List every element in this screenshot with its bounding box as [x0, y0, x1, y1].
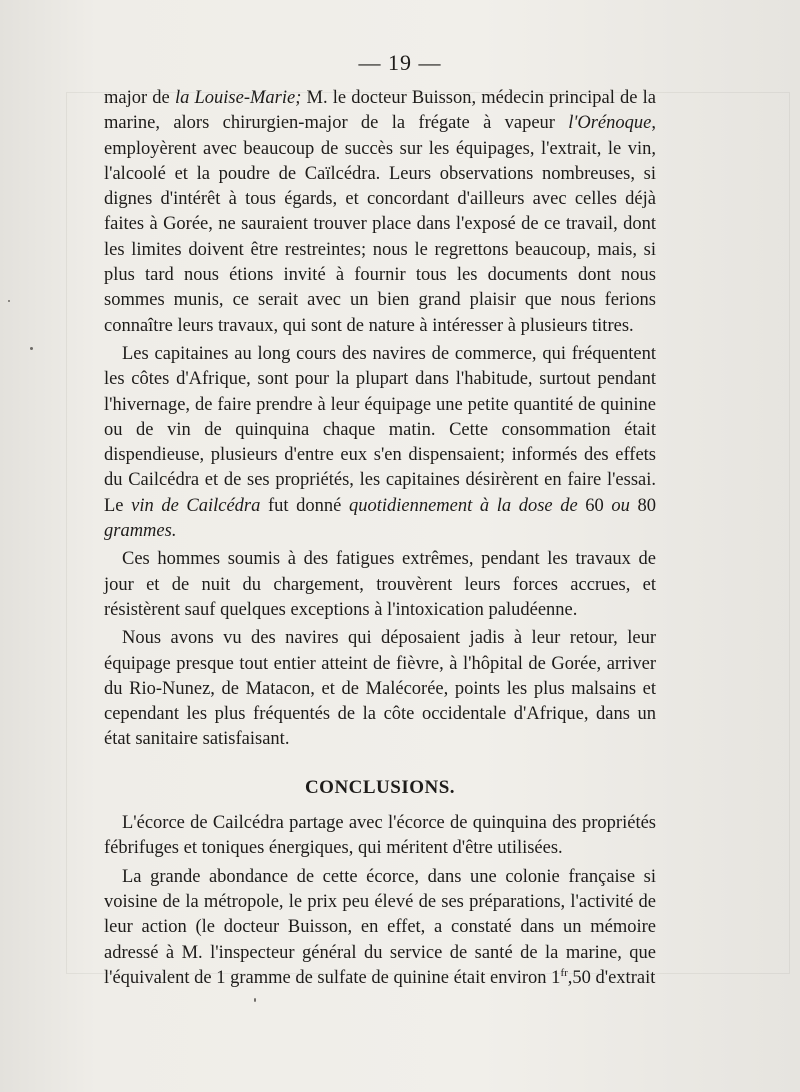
italic-text: quotidiennement à la dose de	[348, 495, 578, 516]
text-run: 60	[577, 495, 612, 516]
scan-speck	[8, 300, 10, 302]
italic-text: la Louise-Marie;	[174, 88, 302, 108]
text-run: fut donné	[260, 495, 349, 516]
text-run: M. le docteur Buisson, médecin principal de la marine, alors chirurgien-major de la frégate à vapeur	[104, 88, 656, 134]
page-number: — 19 —	[358, 50, 442, 75]
italic-text: l'Orénoque	[568, 113, 652, 134]
text-run: La grande abondance de cette écorce, dans une colonie française si voisine de la métropole, le prix peu élevé de ses préparations, l'activité de leur action (le docteur Buisson, en effet, a constaté dans un mémoire adressé à M. l'inspecteur général du service de santé de la marine, que l'équivalent de 1 gramme de sulfate de quinine était environ 1	[104, 866, 656, 988]
paragraph	[104, 547, 656, 623]
section-heading: CONCLUSIONS.	[304, 776, 456, 798]
text-run: 80	[629, 495, 657, 516]
scan-speck	[254, 998, 256, 1002]
text-run: ,50 d'extrait	[567, 967, 656, 988]
text-run: L'écorce de Cailcédra partage avec l'écorce de quinquina des propriétés fébrifuges et toniques énergiques, qui méritent d'être utilisées.	[104, 813, 656, 859]
scan-speck	[30, 347, 33, 350]
body-text	[104, 86, 656, 991]
italic-text: vin de Cailcédra	[131, 495, 261, 516]
paragraph	[104, 811, 656, 862]
text-run: major de	[104, 88, 175, 108]
italic-text: grammes.	[104, 521, 177, 542]
text-run: Nous avons vu des navires qui déposaient jadis à leur retour, leur équipage presque tout entier atteint de fièvre, à l'hôpital de Gorée, arriver du Rio-Nunez, de Matacon, et de Malécorée, points les plus malsains et cependant les plus fréquentés de la côte occidentale d'Afrique, dans un état sanitaire satisfaisant.	[104, 628, 656, 750]
superscript-text: fr	[560, 966, 568, 979]
paragraph	[104, 626, 656, 752]
text-run: , employèrent avec beaucoup de succès sur les équipages, l'extrait, le vin, l'alcoolé et la poudre de Caïlcédra. Leurs observations nombreuses, si dignes d'intérêt à tous égards, et concordant d'ailleurs avec celles déjà faites à Gorée, ne sauraient trouver place dans l'exposé de ce travail, dont les limites doivent être restreintes; nous le regrettons beaucoup, mais, si plus tard nous étions invité à fournir tous les documents dont nous sommes munis, ce serait avec un bien grand plaisir que nous ferions connaître leurs travaux, qui sont de nature à intéresser à plusieurs titres.	[104, 113, 656, 336]
paragraph	[104, 342, 656, 544]
paragraph	[104, 86, 656, 339]
paragraph	[104, 865, 656, 991]
italic-text: ou	[611, 495, 630, 516]
text-run: Les capitaines au long cours des navires de commerce, qui fréquentent les côtes d'Afrique, sont pour la plupart dans l'habitude, surtout pendant l'hivernage, de faire prendre à leur équipage une petite quantité de quinine ou de vin de quinquina chaque matin. Cette consommation était dispendieuse, plusieurs d'entre eux s'en dispensaient; informés des effets du Cailcédra et de ses propriétés, les capitaines désirèrent en faire l'essai. Le	[104, 343, 656, 516]
text-run: Ces hommes soumis à des fatigues extrêmes, pendant les travaux de jour et de nuit du chargement, trouvèrent leurs forces accrues, et résistèrent sauf quelques exceptions à l'intoxication paludéenne.	[104, 549, 656, 620]
